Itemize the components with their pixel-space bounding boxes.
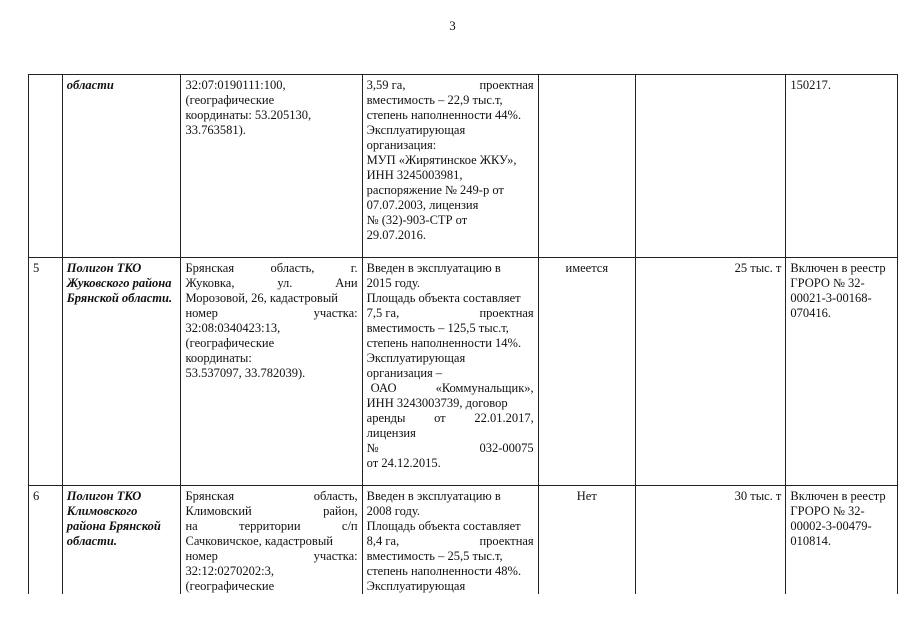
text-line: 53.537097, 33.782039). xyxy=(185,366,306,380)
location-cell xyxy=(181,486,362,595)
text-line: ИНН 3245003981, xyxy=(366,168,463,182)
text-word: проектная xyxy=(479,534,534,548)
text-word: участка: xyxy=(313,306,358,320)
text-line xyxy=(185,261,357,276)
text-line: Введен в эксплуатацию в xyxy=(366,489,501,503)
text-word: на xyxy=(185,519,198,533)
text-word: аренды xyxy=(366,411,406,425)
text-line: Включен в реестр xyxy=(790,261,886,275)
row-number xyxy=(29,75,63,258)
text-word: с/п xyxy=(341,519,358,533)
text-line: № (32)-903-СТР от xyxy=(366,213,468,227)
text-word: ОАО xyxy=(370,381,397,395)
text-word: 3,59 га, xyxy=(366,78,406,92)
description-cell xyxy=(362,486,538,595)
text-line: координаты: 53.205130, xyxy=(185,108,312,122)
row-number: 6 xyxy=(29,486,63,595)
text-line: организация: xyxy=(366,138,437,152)
table-row xyxy=(29,486,898,595)
text-line: Сачковичское, кадастровый xyxy=(185,534,333,548)
text-line: степень наполненности 44%. xyxy=(366,108,522,122)
text-line: 07.07.2003, лицензия xyxy=(366,198,479,212)
text-line: степень наполненности 14%. xyxy=(366,336,522,350)
landfill-registry-table xyxy=(28,74,898,594)
text-line xyxy=(367,381,534,396)
text-line: Включен в реестр xyxy=(790,489,886,503)
description-cell xyxy=(362,258,538,486)
text-word: Жуковка, xyxy=(185,276,235,290)
text-word: Брянская xyxy=(185,261,235,275)
text-word: область, xyxy=(270,261,315,275)
text-line: 070416. xyxy=(790,306,831,320)
text-word: 8,4 га, xyxy=(366,534,400,548)
text-line xyxy=(185,489,357,504)
object-name: области xyxy=(62,75,181,258)
description-cell xyxy=(362,75,538,258)
text-line: 33.763581). xyxy=(185,123,246,137)
text-line: степень наполненности 48%. xyxy=(366,564,522,578)
text-word: ул. xyxy=(277,276,293,290)
register-cell xyxy=(786,75,898,258)
text-line xyxy=(185,504,357,519)
register-cell xyxy=(786,486,898,595)
text-line: (географические xyxy=(185,579,275,593)
text-word: Брянская xyxy=(185,489,235,503)
capacity-cell: 30 тыс. т xyxy=(635,486,785,595)
text-line: 29.07.2016. xyxy=(366,228,427,242)
text-line: Морозовой, 26, кадастровый xyxy=(185,291,338,305)
text-line: Эксплуатирующая xyxy=(366,579,466,593)
text-line: организация – xyxy=(366,366,443,380)
text-word: 22.01.2017, xyxy=(474,411,534,425)
text-word: участка: xyxy=(313,549,358,563)
location-cell xyxy=(181,258,362,486)
text-line: (географические xyxy=(185,93,275,107)
text-line: Эксплуатирующая xyxy=(366,351,466,365)
text-line: 2015 году. xyxy=(366,276,420,290)
capacity-cell xyxy=(635,75,785,258)
text-line xyxy=(185,276,357,291)
text-line xyxy=(367,534,534,549)
text-line: 150217. xyxy=(790,78,831,92)
text-line xyxy=(185,306,357,321)
text-word: территории xyxy=(239,519,301,533)
text-word: «Коммунальщик», xyxy=(435,381,534,395)
text-word: проектная xyxy=(479,306,534,320)
row-number: 5 xyxy=(29,258,63,486)
text-line: вместимость – 22,9 тыс.т, xyxy=(366,93,503,107)
text-word: 032-00075 xyxy=(479,441,534,455)
status-cell: имеется xyxy=(538,258,635,486)
text-line xyxy=(367,411,534,426)
text-line: 00021-3-00168- xyxy=(790,291,872,305)
status-cell: Нет xyxy=(538,486,635,595)
text-line: Площадь объекта составляет xyxy=(366,519,521,533)
text-line xyxy=(367,78,534,93)
text-line: 32:12:0270202:3, xyxy=(185,564,275,578)
text-word: № xyxy=(366,441,379,455)
status-cell xyxy=(538,75,635,258)
text-word: проектная xyxy=(479,78,534,92)
text-word: г. xyxy=(350,261,358,275)
text-word: номер xyxy=(185,549,218,563)
object-name: Полигон ТКО Климовского района Брянской области. xyxy=(62,486,181,595)
text-word: Климовский xyxy=(185,504,252,518)
text-word: от xyxy=(434,411,446,425)
text-line: Эксплуатирующая xyxy=(366,123,466,137)
text-line: координаты: xyxy=(185,351,252,365)
text-line: ИНН 3243003739, договор xyxy=(366,396,508,410)
text-line xyxy=(367,441,534,456)
text-line: 00002-3-00479- xyxy=(790,519,872,533)
text-line: вместимость – 25,5 тыс.т, xyxy=(366,549,503,563)
page-number: 3 xyxy=(449,18,456,33)
text-word: 7,5 га, xyxy=(366,306,400,320)
text-line: Введен в эксплуатацию в xyxy=(366,261,501,275)
text-line: лицензия xyxy=(366,426,416,440)
text-line: ГРОРО № 32- xyxy=(790,504,865,518)
table-row xyxy=(29,75,898,258)
location-cell xyxy=(181,75,362,258)
capacity-cell: 25 тыс. т xyxy=(635,258,785,486)
text-line: 010814. xyxy=(790,534,831,548)
text-line: распоряжение № 249-р от xyxy=(366,183,504,197)
text-line xyxy=(185,549,357,564)
text-line: 32:08:0340423:13, xyxy=(185,321,281,335)
text-line: (географические xyxy=(185,336,275,350)
text-line: 2008 году. xyxy=(366,504,420,518)
text-line: от 24.12.2015. xyxy=(366,456,441,470)
register-cell xyxy=(786,258,898,486)
table-row xyxy=(29,258,898,486)
text-word: Ани xyxy=(335,276,358,290)
text-word: район, xyxy=(323,504,358,518)
text-word: область, xyxy=(313,489,358,503)
text-line: МУП «Жирятинское ЖКУ», xyxy=(366,153,517,167)
object-name: Полигон ТКО Жуковского района Брянской области. xyxy=(62,258,181,486)
text-line: 32:07:0190111:100, xyxy=(185,78,286,92)
text-line xyxy=(185,519,357,534)
text-line: вместимость – 125,5 тыс.т, xyxy=(366,321,509,335)
text-line: Площадь объекта составляет xyxy=(366,291,521,305)
text-line: ГРОРО № 32- xyxy=(790,276,865,290)
text-word: номер xyxy=(185,306,218,320)
text-line xyxy=(367,306,534,321)
